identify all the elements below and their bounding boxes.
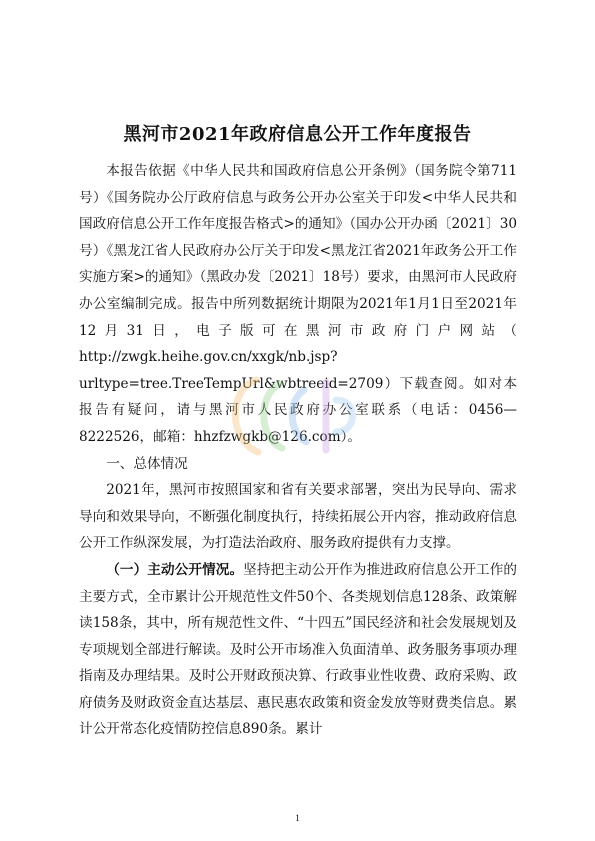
overview-paragraph: 2021年，黑河市按照国家和省有关要求部署，突出为民导向、需求导向和效果导向，不断强化制度执行，持续拓展公开内容，推动政府信息公开工作纵深发展，为打造法治政府、服务政府提供有力支撑。 bbox=[79, 482, 517, 552]
section-one-text: 坚持把主动公开作为推进政府信息公开工作的主要方式，全市累计公开规范性文件50个、各类规划信息128条、政策解读158条，其中，所有规范性文件、“十四五”国民经济和社会发展规划及专项规划全部进行解读。及时公开市场准入负面清单、政务服务事项办理指南及办理结果。及时公开财政预决算、行政事业性收费、政府采购、政府债务及财政资金直达基层、惠民惠农政策和资金发放等财费类信息。累计公开常态化疫情防控信息890条。累计 bbox=[79, 561, 518, 738]
intro-paragraph: 本报告依据《中华人民共和国政府信息公开条例》（国务院令第711号）《国务院办公厅政府信息与政务公开办公室关于印发<中华人民共和国政府信息公开工作年度报告格式>的通知》（国办公开办函〔2021〕30号）《黑龙江省人民政府办公厅关于印发<黑龙江省2021年政务公开工作实施方案>的通知》（黑政办发〔2021〕18号）要求，由黑河市人民政府办公室编制完成。报告中所列数据统计期限为2021年1月1日至2021年12月31日，电子版可在黑河市政府门户网站（ http://zwgk.heihe.gov.cn/xxgk/nb.jsp?urltype=tree.TreeTempUrl&wbtreeid=2709）下载查阅。如对本报告有疑问，请与黑河市人民政府办公室联系（电话：0456—8222526，邮箱：hhzfzwgkb@126.com）。 bbox=[79, 163, 517, 445]
section-one-paragraph bbox=[79, 557, 517, 743]
section-one-lead: （一）主动公开情况。 bbox=[106, 561, 244, 578]
document-body bbox=[79, 158, 517, 743]
page-number: 1 bbox=[295, 813, 300, 823]
section-heading-overview: 一、总体情况 bbox=[106, 455, 188, 472]
document-title: 黑河市2021年政府信息公开工作年度报告 bbox=[123, 124, 472, 145]
